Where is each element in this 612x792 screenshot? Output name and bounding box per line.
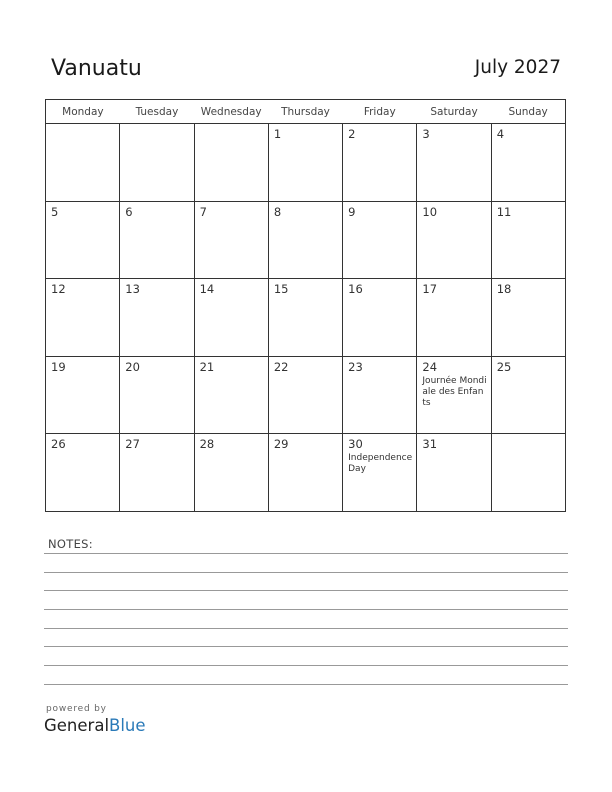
day-number: 20 <box>125 359 140 374</box>
day-cell <box>268 356 342 434</box>
day-number: 8 <box>273 204 282 219</box>
day-cell <box>194 279 268 357</box>
holiday-label: Journée Mondiale des Enfants <box>422 375 487 408</box>
day-number: 15 <box>273 282 289 297</box>
day-cell <box>491 201 565 279</box>
day-cell <box>46 356 120 434</box>
week-row <box>46 356 566 434</box>
month-title: July 2027 <box>474 57 561 78</box>
weekday-header: Monday <box>46 100 120 124</box>
note-line <box>44 665 568 666</box>
day-cell <box>268 201 342 279</box>
day-number: 13 <box>125 282 140 297</box>
week-row <box>46 279 566 357</box>
holiday-label: Independence Day <box>348 453 413 475</box>
generalblue-logo <box>44 716 146 735</box>
day-number: 29 <box>273 437 289 452</box>
note-line <box>44 590 568 591</box>
day-cell <box>417 356 491 434</box>
day-number: 5 <box>51 204 59 219</box>
day-cell <box>268 279 342 357</box>
day-cell <box>120 434 194 512</box>
day-cell <box>268 124 342 202</box>
day-number: 24 <box>422 359 438 374</box>
weekday-header-row <box>46 100 566 124</box>
day-number: 18 <box>496 282 512 297</box>
day-cell <box>194 201 268 279</box>
day-number: 7 <box>199 204 207 219</box>
day-cell <box>491 356 565 434</box>
day-number: 28 <box>199 437 215 452</box>
calendar-grid <box>45 99 566 512</box>
day-cell <box>120 279 194 357</box>
day-cell <box>343 279 417 357</box>
day-cell <box>491 434 565 512</box>
day-number: 4 <box>496 127 505 141</box>
day-cell <box>120 356 194 434</box>
day-cell <box>46 434 120 512</box>
week-row <box>46 434 566 512</box>
day-cell <box>343 434 417 512</box>
day-number: 22 <box>273 359 289 374</box>
weekday-header: Friday <box>343 100 417 124</box>
day-number: 11 <box>496 204 512 219</box>
day-cell <box>417 279 491 357</box>
brand-name-part2: Blue <box>109 716 146 735</box>
week-row <box>46 201 566 279</box>
day-cell <box>46 201 120 279</box>
day-cell <box>194 434 268 512</box>
day-cell <box>120 201 194 279</box>
day-number: 12 <box>51 282 66 297</box>
day-number: 23 <box>348 359 363 374</box>
weekday-header: Saturday <box>417 100 491 124</box>
country-title: Vanuatu <box>51 56 142 81</box>
calendar-body <box>46 124 566 512</box>
day-number: 31 <box>422 437 438 452</box>
day-cell <box>46 279 120 357</box>
day-number: 17 <box>422 282 438 297</box>
day-cell <box>194 356 268 434</box>
note-line <box>44 646 568 647</box>
day-number: 10 <box>422 204 438 219</box>
day-cell <box>268 434 342 512</box>
day-number: 3 <box>422 127 430 141</box>
day-number: 25 <box>496 359 512 374</box>
day-cell <box>417 434 491 512</box>
day-cell <box>343 356 417 434</box>
powered-by-text: powered by <box>46 704 107 714</box>
day-cell <box>343 201 417 279</box>
day-number: 19 <box>51 359 66 374</box>
weekday-header: Thursday <box>268 100 342 124</box>
day-number: 6 <box>125 204 133 219</box>
weekday-header: Sunday <box>491 100 565 124</box>
note-line <box>44 572 568 573</box>
week-row <box>46 124 566 202</box>
day-number: 1 <box>273 127 282 141</box>
day-number: 16 <box>348 282 363 297</box>
note-line <box>44 684 568 685</box>
note-line <box>44 609 568 610</box>
day-number: 21 <box>199 359 215 374</box>
day-number: 14 <box>199 282 215 297</box>
note-line <box>44 553 568 554</box>
weekday-header: Tuesday <box>120 100 194 124</box>
day-cell <box>417 201 491 279</box>
day-cell <box>343 124 417 202</box>
day-number: 30 <box>348 437 363 452</box>
day-cell <box>491 279 565 357</box>
day-number: 2 <box>348 127 356 141</box>
weekday-header: Wednesday <box>194 100 268 124</box>
note-line <box>44 628 568 629</box>
notes-label: NOTES: <box>48 537 93 551</box>
day-number: 26 <box>51 437 66 452</box>
day-number: 9 <box>348 204 356 219</box>
day-cell <box>491 124 565 202</box>
day-cell <box>46 124 120 202</box>
brand-name-part1: General <box>44 716 110 735</box>
day-cell <box>417 124 491 202</box>
day-cell <box>120 124 194 202</box>
day-cell <box>194 124 268 202</box>
day-number: 27 <box>125 437 140 452</box>
